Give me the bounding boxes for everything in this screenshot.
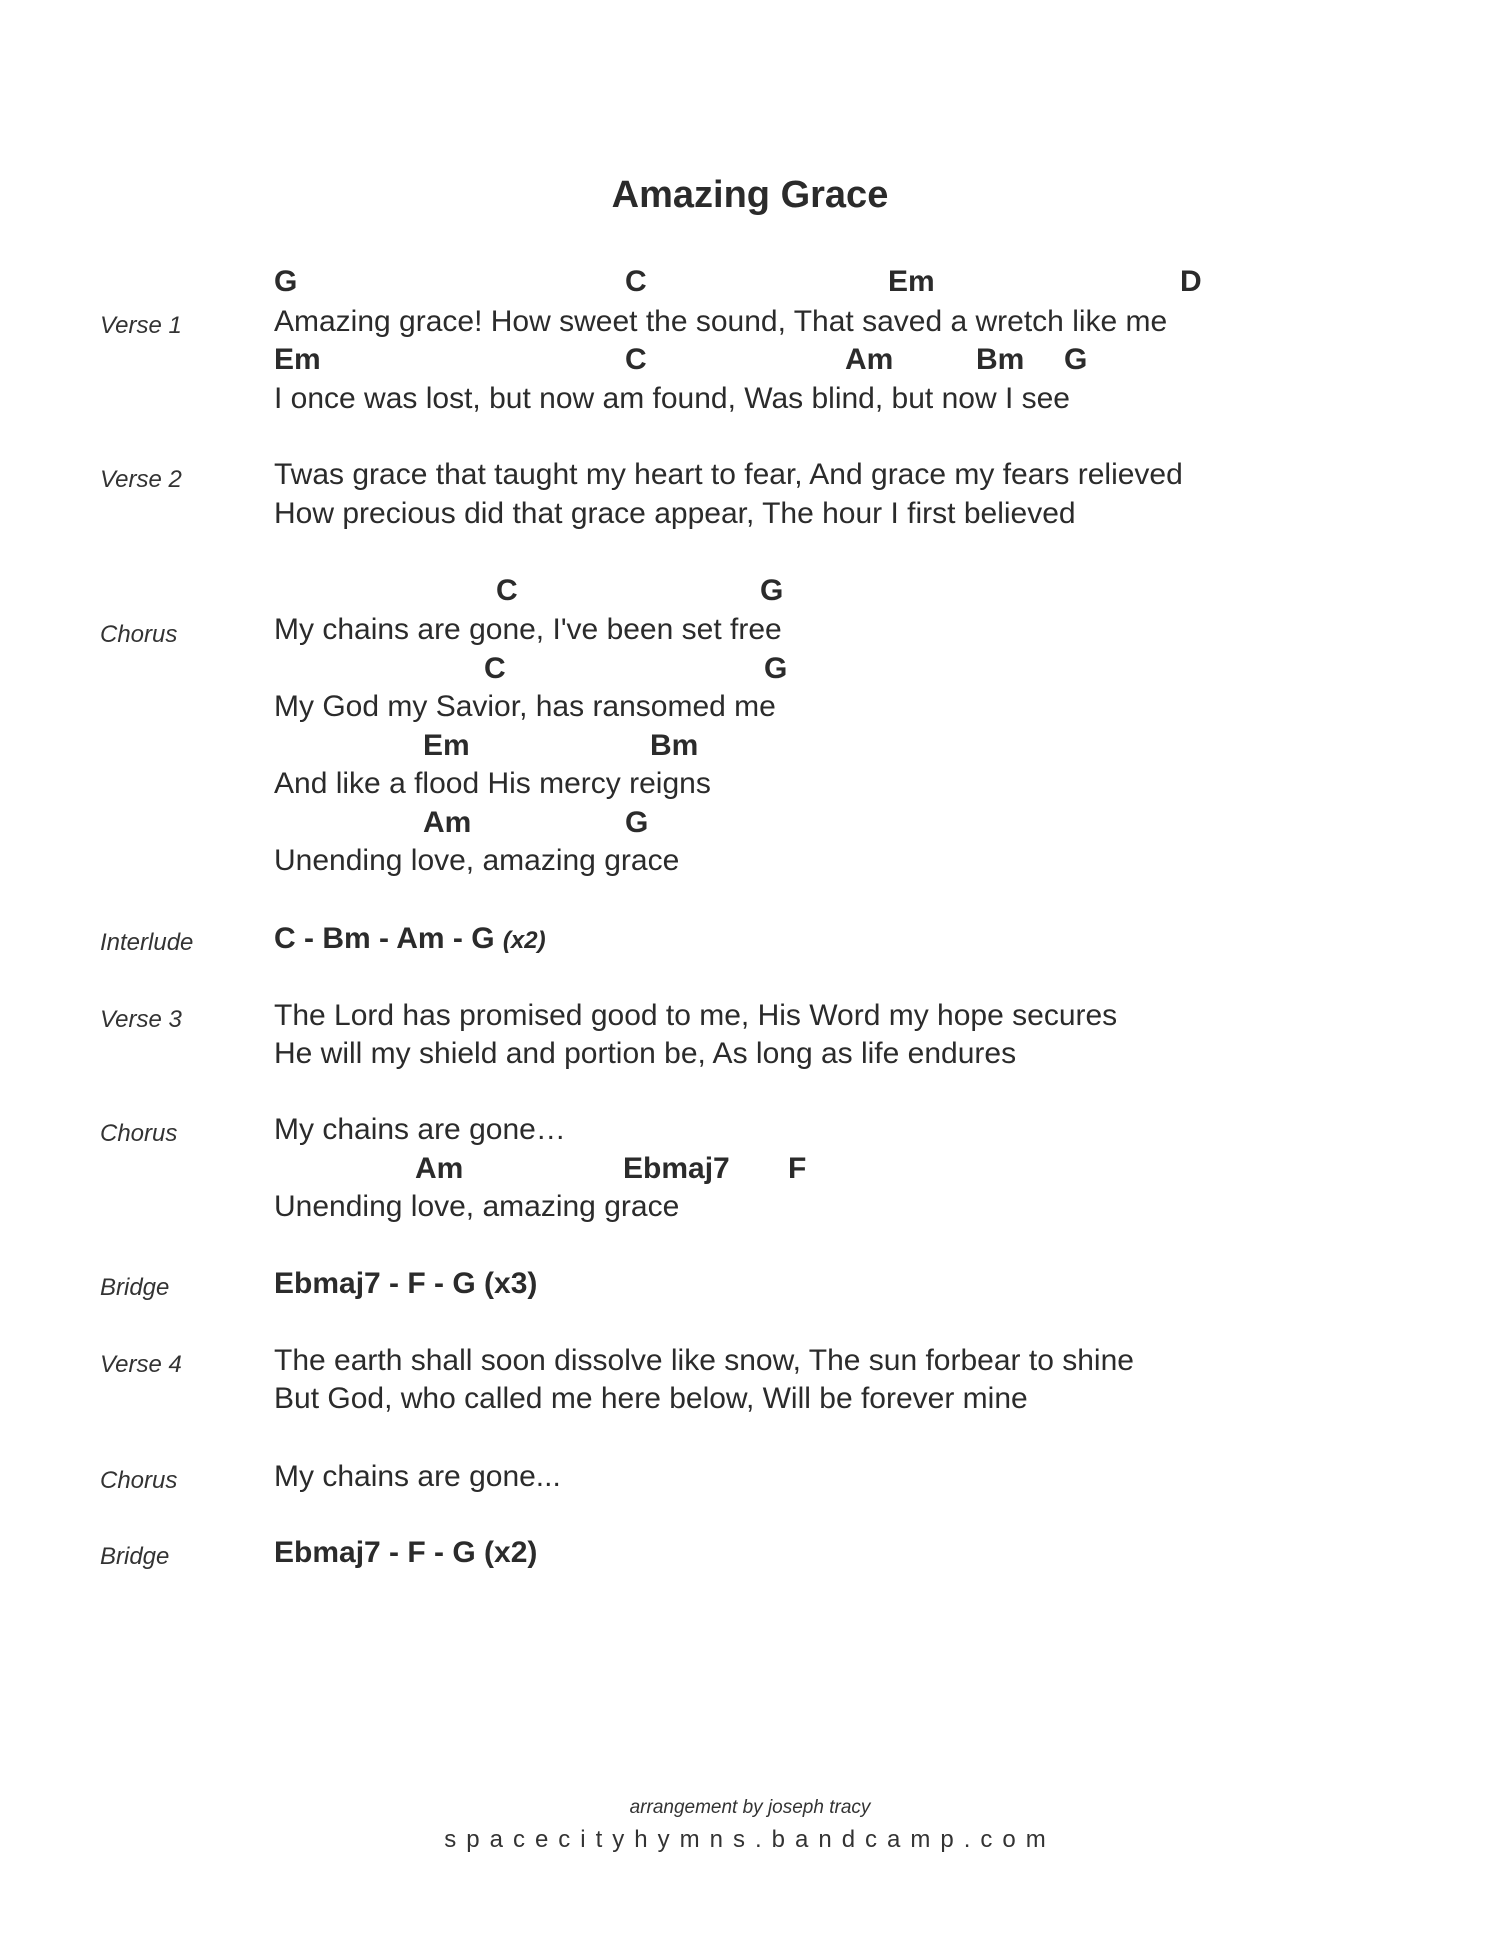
lyric-line: My chains are gone…	[274, 1113, 566, 1146]
chord: C	[625, 343, 647, 376]
chord: G	[274, 265, 298, 298]
lyric-line: And like a flood His mercy reigns	[274, 767, 711, 800]
chord-progression: Ebmaj7 - F - G (x3)	[274, 1267, 538, 1300]
chord: Bm	[650, 729, 699, 762]
chord: G	[625, 806, 649, 839]
section-label-chorus: Chorus	[100, 1467, 178, 1494]
lyric-line: My God my Savior, has ransomed me	[274, 690, 776, 723]
chord: Em	[423, 729, 470, 762]
section-label-interlude: Interlude	[100, 929, 194, 956]
lyric-line: But God, who called me here below, Will be forever mine	[274, 1382, 1028, 1415]
chord: G	[760, 574, 784, 607]
section-label-bridge: Bridge	[100, 1543, 170, 1570]
chord: Am	[415, 1152, 464, 1185]
chord-progression	[274, 920, 546, 960]
section-label-verse-2: Verse 2	[100, 466, 182, 493]
repeat-marker: (x2)	[502, 927, 546, 954]
lyric-line: Unending love, amazing grace	[274, 1190, 680, 1223]
arrangement-credit: arrangement by joseph tracy	[629, 1797, 871, 1818]
section-label-chorus: Chorus	[100, 1120, 178, 1147]
chord: G	[764, 652, 788, 685]
section-label-verse-3: Verse 3	[100, 1006, 182, 1033]
lyric-line: My chains are gone, I've been set free	[274, 613, 782, 646]
chord: C	[625, 265, 647, 298]
lyric-line: Unending love, amazing grace	[274, 844, 680, 877]
lyric-line: He will my shield and portion be, As long as life endures	[274, 1037, 1017, 1070]
chord: Ebmaj7	[623, 1152, 730, 1185]
chord: Em	[274, 343, 321, 376]
chord: D	[1180, 265, 1202, 298]
lyric-line: The earth shall soon dissolve like snow, The sun forbear to shine	[274, 1344, 1134, 1377]
lyric-line: My chains are gone...	[274, 1460, 561, 1493]
section-label-bridge: Bridge	[100, 1274, 170, 1301]
chord-progression: Ebmaj7 - F - G (x2)	[274, 1536, 538, 1569]
lyric-line: Twas grace that taught my heart to fear, And grace my fears relieved	[274, 458, 1183, 491]
chord: C	[496, 574, 518, 607]
section-label-verse-1: Verse 1	[100, 312, 182, 339]
chord: F	[788, 1152, 807, 1185]
chord: Bm	[976, 343, 1025, 376]
chord: Am	[423, 806, 472, 839]
chord: Em	[888, 265, 935, 298]
song-title: Amazing Grace	[611, 174, 889, 216]
lyric-line: Amazing grace! How sweet the sound, That saved a wretch like me	[274, 305, 1168, 338]
lyric-line: The Lord has promised good to me, His Word my hope secures	[274, 999, 1118, 1032]
progression-chords: C - Bm - Am - G	[274, 922, 495, 955]
lyric-line: I once was lost, but now am found, Was blind, but now I see	[274, 382, 1070, 415]
section-label-chorus: Chorus	[100, 621, 178, 648]
chord: G	[1064, 343, 1088, 376]
website-text: spacecityhymns.bandcamp.com	[444, 1826, 1056, 1853]
section-label-verse-4: Verse 4	[100, 1351, 182, 1378]
chord: C	[484, 652, 506, 685]
chord: Am	[845, 343, 894, 376]
lyric-line: How precious did that grace appear, The hour I first believed	[274, 497, 1076, 530]
